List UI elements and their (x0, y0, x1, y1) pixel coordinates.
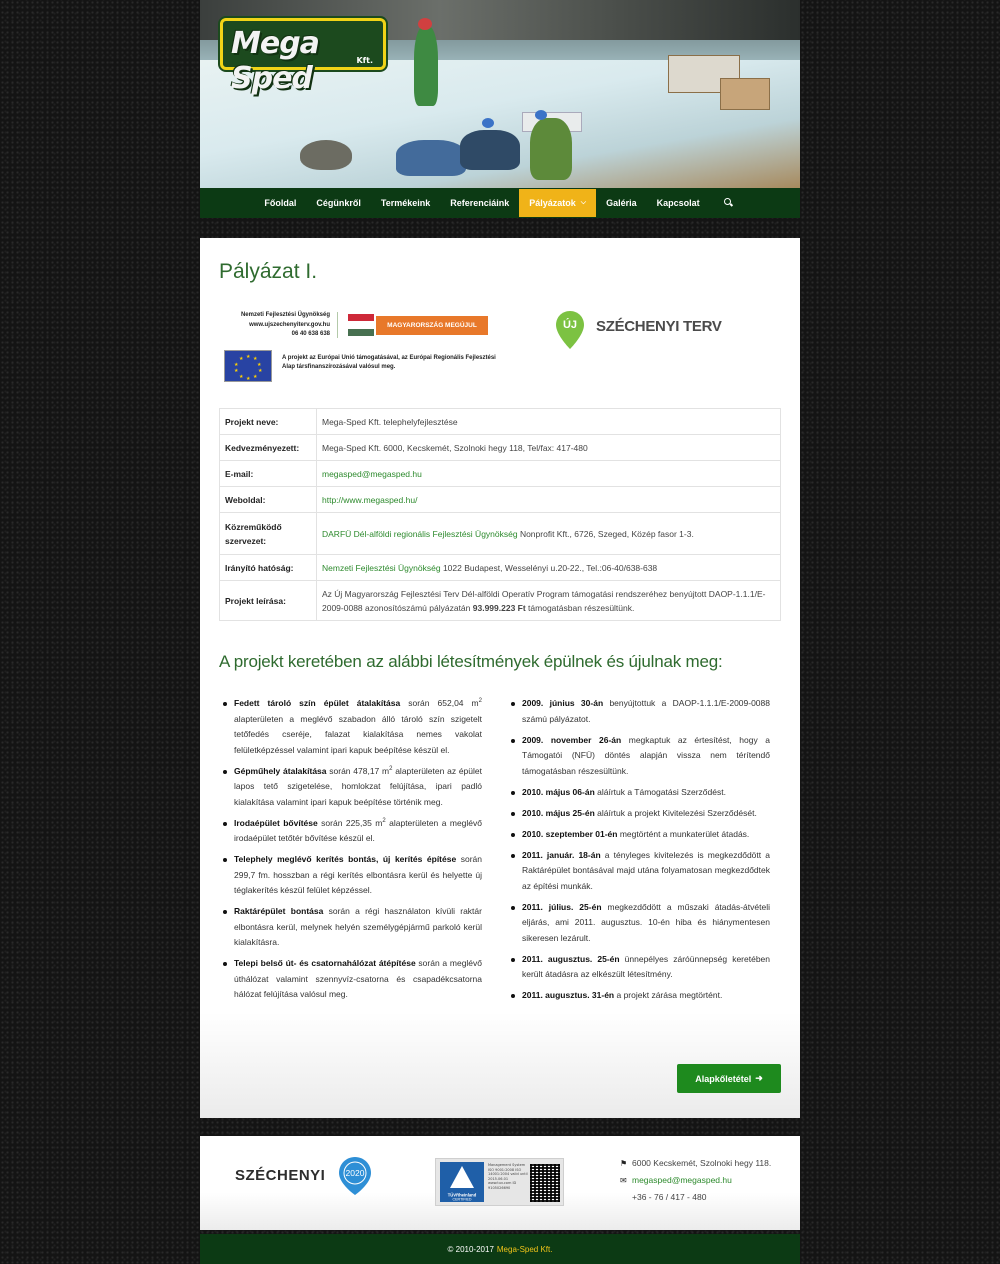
footer (200, 1136, 800, 1230)
header-photo-worker (530, 118, 572, 180)
list-item (508, 696, 770, 727)
list-item-title: 2011. július. 25-én (522, 901, 602, 912)
facilities-list (220, 696, 482, 1008)
list-item-title: 2010. május 06-án (522, 786, 595, 797)
authority-address: 1022 Budapest, Wesselényi u.20-22., Tel.:06-40/638-638 (440, 562, 658, 573)
section-heading: A projekt keretében az alábbi létesítmények épülnek és újulnak meg: (219, 652, 723, 671)
list-item-title: 2009. június 30-án (522, 698, 604, 708)
szt-label: SZÉCHENYI TERV (596, 318, 722, 335)
list-item-text: megtörtént a munkaterület átadás. (617, 828, 750, 839)
logo-divider (337, 312, 338, 338)
project-name-value: Mega-Sped Kft. telephelyfejlesztése (317, 409, 781, 435)
table-row (220, 435, 781, 461)
list-item-text: alapterületen a meglévő irodaépület tetőtér bővítése készül el. (234, 817, 482, 843)
intermediary-label: Közreműködő szervezet: (220, 513, 317, 555)
site-logo[interactable] (220, 18, 386, 96)
list-item-title: 2011. augusztus. 25-én (522, 953, 620, 964)
eu-flag-icon: ★ ★ ★ ★ ★ ★ ★ ★ ★ ★ (224, 350, 272, 382)
tuv-logo (440, 1162, 484, 1202)
intermediary-address: Nonprofit Kft., 6726, Szeged, Közép fasor 1-3. (517, 528, 694, 539)
list-item-text: során 225,35 m (317, 817, 383, 828)
qr-code-icon (530, 1164, 560, 1202)
nfu-phone: 06 40 638 638 (291, 331, 330, 337)
list-item (220, 816, 482, 847)
list-item (220, 764, 482, 811)
list-item (220, 904, 482, 951)
uj-szechenyi-terv-logo (555, 310, 745, 370)
nfu-url: www.ujszechenyiterv.gov.hu (249, 321, 330, 328)
list-item-title: Irodaépület bővítése (234, 817, 318, 828)
header-photo-crate (720, 78, 770, 110)
beneficiary-label: Kedvezményezett: (220, 435, 317, 461)
hungarian-flag-icon (348, 314, 374, 336)
header-photo-wheelbarrow (300, 140, 352, 170)
list-item-title: 2011. augusztus. 31-én (522, 990, 615, 1000)
table-row (220, 555, 781, 581)
header-photo-worker (414, 26, 438, 106)
list-item-text: során a meglévő úthálózat valamint szennyvíz-csatorna és csapadékcsatorna hálózat felújítása valósul meg. (234, 958, 483, 999)
footer-email-row (620, 1172, 771, 1189)
table-row (220, 409, 781, 435)
copyright-brand-link[interactable]: Mega-Sped Kft. (496, 1244, 553, 1254)
next-page-label: Alapkőletétel (695, 1073, 752, 1084)
list-item-title: 2010. szeptember 01-én (522, 828, 618, 839)
list-item (508, 848, 770, 895)
list-item-text: alapterületen az épület lapos tető szigetelése, homlokzat felújítása, ipari padló kialakítása valamint ipari kapuk beépítése történik meg. (234, 765, 482, 807)
beneficiary-value: Mega-Sped Kft. 6000, Kecskemét, Szolnoki hegy 118, Tel/fax: 417-480 (317, 435, 781, 461)
list-item-text: során 299,7 fm. hosszban a régi kerítés elbontásra kerül és helyette új téglakerítés készül felület képzéssel. (234, 854, 483, 895)
list-item (508, 806, 770, 822)
nav-item-home[interactable]: Főoldal (264, 198, 297, 208)
email-link[interactable]: megasped@megasped.hu (322, 468, 422, 479)
nav-item-gallery[interactable]: Galéria (606, 198, 637, 208)
list-item (508, 900, 770, 947)
footer-contact (620, 1155, 771, 1206)
nav-item-tenders-label: Pályázatok (529, 198, 576, 208)
szt-pin-label: ÚJ (562, 319, 578, 331)
table-row (220, 513, 781, 555)
list-item (220, 696, 482, 758)
szechenyi-2020-logo (235, 1156, 375, 1196)
header-photo-helmet (418, 18, 432, 30)
nav-item-about[interactable]: Cégünkről (316, 198, 361, 208)
logo-kft: Kft. (356, 56, 373, 65)
website-link[interactable]: http://www.megasped.hu/ (322, 494, 418, 505)
list-item-text: a tényleges kivitelezés is megkezdődött a Raktárépület bontásával majd utána folyamatosan megkezdődtek az építési munkák. (522, 849, 770, 891)
header-photo-helmet (482, 118, 494, 128)
description-end: támogatásban részesültünk. (525, 602, 635, 613)
sz2020-text: SZÉCHENYI (235, 1167, 326, 1184)
map-marker-icon: ⚑ (620, 1159, 628, 1168)
list-item-text: aláírtuk a Támogatási Szerződést. (594, 786, 726, 797)
header-photo-helmet (535, 110, 547, 120)
tuv-brand: TÜVRheinland (447, 1192, 477, 1198)
description-label: Projekt leírása: (220, 581, 317, 621)
tuv-info: Management System ISO 9001:2008 ISO 14001:2004 valid until 2015.06.01 www.tuv.com ID 9105026690 (488, 1163, 528, 1190)
list-item-title: Gépműhely átalakítása (234, 765, 327, 776)
project-name-label: Projekt neve: (220, 409, 317, 435)
nfu-info (224, 311, 330, 340)
list-item-title: 2011. január. 18-án (522, 849, 601, 860)
description-text: Az Új Magyarország Fejlesztési Terv Dél-alföldi Operatív Program támogatási rendszeréhez benyújtott DAOP-1.1.1/E-2009-0088 azonosítószámú pályázatán (322, 588, 766, 613)
nfu-name: Nemzeti Fejlesztési Ügynökség (240, 312, 330, 318)
list-item-title: Telephely meglévő kerítés bontás, új kerítés építése (234, 854, 457, 864)
main-nav (200, 188, 800, 218)
list-item (508, 785, 770, 801)
list-item-text: során 652,04 m (400, 698, 479, 708)
list-item (508, 952, 770, 983)
list-item-text: alapterületen a meglévő szabadon álló tároló szín szigetelt tetőfedés cseréje, falazat kialakítása nemes vakolat felületképzéssel valamint ipari kapuk beépítése készül el. (234, 713, 482, 755)
header-banner (200, 0, 800, 188)
copyright-bar (200, 1234, 800, 1264)
umft-logo-block (220, 306, 500, 384)
page-title: Pályázat I. (219, 260, 318, 283)
nav-item-tenders[interactable] (519, 189, 596, 217)
website-label: Weboldal: (220, 487, 317, 513)
list-item-text: 2 (478, 698, 482, 704)
list-item-title: Raktárépület bontása (234, 906, 324, 916)
list-item-title: Fedett tároló szín épület átalakítása (234, 698, 401, 708)
table-row (220, 461, 781, 487)
description-amount: 93.999.223 Ft (472, 602, 526, 613)
list-item-title: 2009. november 26-án (522, 734, 622, 745)
list-item (508, 827, 770, 843)
nav-search-button[interactable] (710, 188, 746, 218)
copyright-text: © 2010-2017 (447, 1244, 494, 1254)
list-item (220, 956, 482, 1003)
nav-item-contact[interactable]: Kapcsolat (656, 198, 700, 208)
list-item (220, 852, 482, 899)
footer-address: 6000 Kecskemét, Szolnoki hegy 118. (632, 1158, 772, 1168)
list-item-text: során 478,17 m (326, 765, 390, 776)
sz2020-num: 2020 (345, 1168, 365, 1178)
darfu-link[interactable]: DARFÜ Dél-alföldi regionális Fejlesztési Ügynökség (322, 528, 518, 539)
next-page-button[interactable] (677, 1064, 781, 1093)
eu-funding-text: A projekt az Európai Unió támogatásával, az Európai Regionális Fejlesztési Alap társfinanszírozásával valósul meg. (282, 355, 496, 370)
list-item-title: Telepi belső út- és csatornahálózat átépítése (234, 958, 416, 968)
list-item-text: aláírtuk a projekt Kivitelezési Szerződését. (594, 807, 757, 818)
tuv-triangle-icon (440, 1162, 484, 1202)
magyarorszag-megujul-label: MAGYARORSZÁG MEGÚJUL (376, 316, 488, 335)
search-icon (722, 196, 736, 210)
authority-label: Irányító hatóság: (220, 555, 317, 581)
nav-item-products[interactable]: Termékeink (380, 198, 431, 208)
list-item-text: ünnepélyes záróünnepség keretében került átadásra az elkészült létesítmény. (522, 953, 770, 979)
map-pin-icon (555, 310, 585, 350)
chevron-down-icon: ⌵ (580, 199, 587, 206)
header-photo-worker (460, 130, 520, 170)
footer-phone: +36 - 76 / 417 - 480 (632, 1192, 707, 1202)
footer-phone-row (620, 1189, 771, 1206)
list-item-text: benyújtottuk a DAOP-1.1.1/E-2009-0088 számú pályázatot. (522, 698, 770, 724)
email-label: E-mail: (220, 461, 317, 487)
main-content (200, 238, 800, 1118)
list-item-text: megkaptuk az értesítést, hogy a Támogatói (NFÜ) döntés alapján vissza nem térítendő támogatásban részesültünk. (522, 734, 770, 776)
list-item (508, 733, 770, 780)
nav-item-references[interactable]: Referenciáink (450, 198, 510, 208)
list-item-title: 2010. május 25-én (522, 807, 595, 818)
project-info-table (219, 408, 781, 621)
list-item-text: 2 (389, 765, 393, 772)
list-item-text: megkezdődött a műszaki átadás-átvételi eljárás, ami 2011. augusztus. 10-én hiba és hiánymentesen sikeresen lezárult. (522, 901, 770, 943)
list-item (508, 988, 770, 1004)
timeline-list (508, 696, 770, 1009)
map-pin-icon (338, 1156, 372, 1196)
footer-address-row (620, 1155, 771, 1172)
list-item-text: során a régi használaton kívüli raktár elbontásra kerül, melynek helyén személygépjármű parkoló kerül kialakításra. (234, 906, 482, 947)
nfu-link[interactable]: Nemzeti Fejlesztési Ügynökség (322, 562, 441, 573)
tuv-certificate-badge[interactable] (435, 1158, 564, 1206)
logo-text: Mega Sped (231, 26, 319, 96)
envelope-icon: ✉ (620, 1176, 627, 1185)
table-row (220, 487, 781, 513)
list-item-text: a projekt zárása megtörtént. (614, 990, 723, 1000)
list-item-text: 2 (382, 817, 386, 824)
arrow-right-icon: ➜ (755, 1073, 763, 1083)
tuv-certified: CERTIFIED (452, 1197, 472, 1202)
header-photo-worker (396, 140, 466, 176)
footer-email-link[interactable]: megasped@megasped.hu (632, 1175, 732, 1185)
table-row (220, 581, 781, 621)
